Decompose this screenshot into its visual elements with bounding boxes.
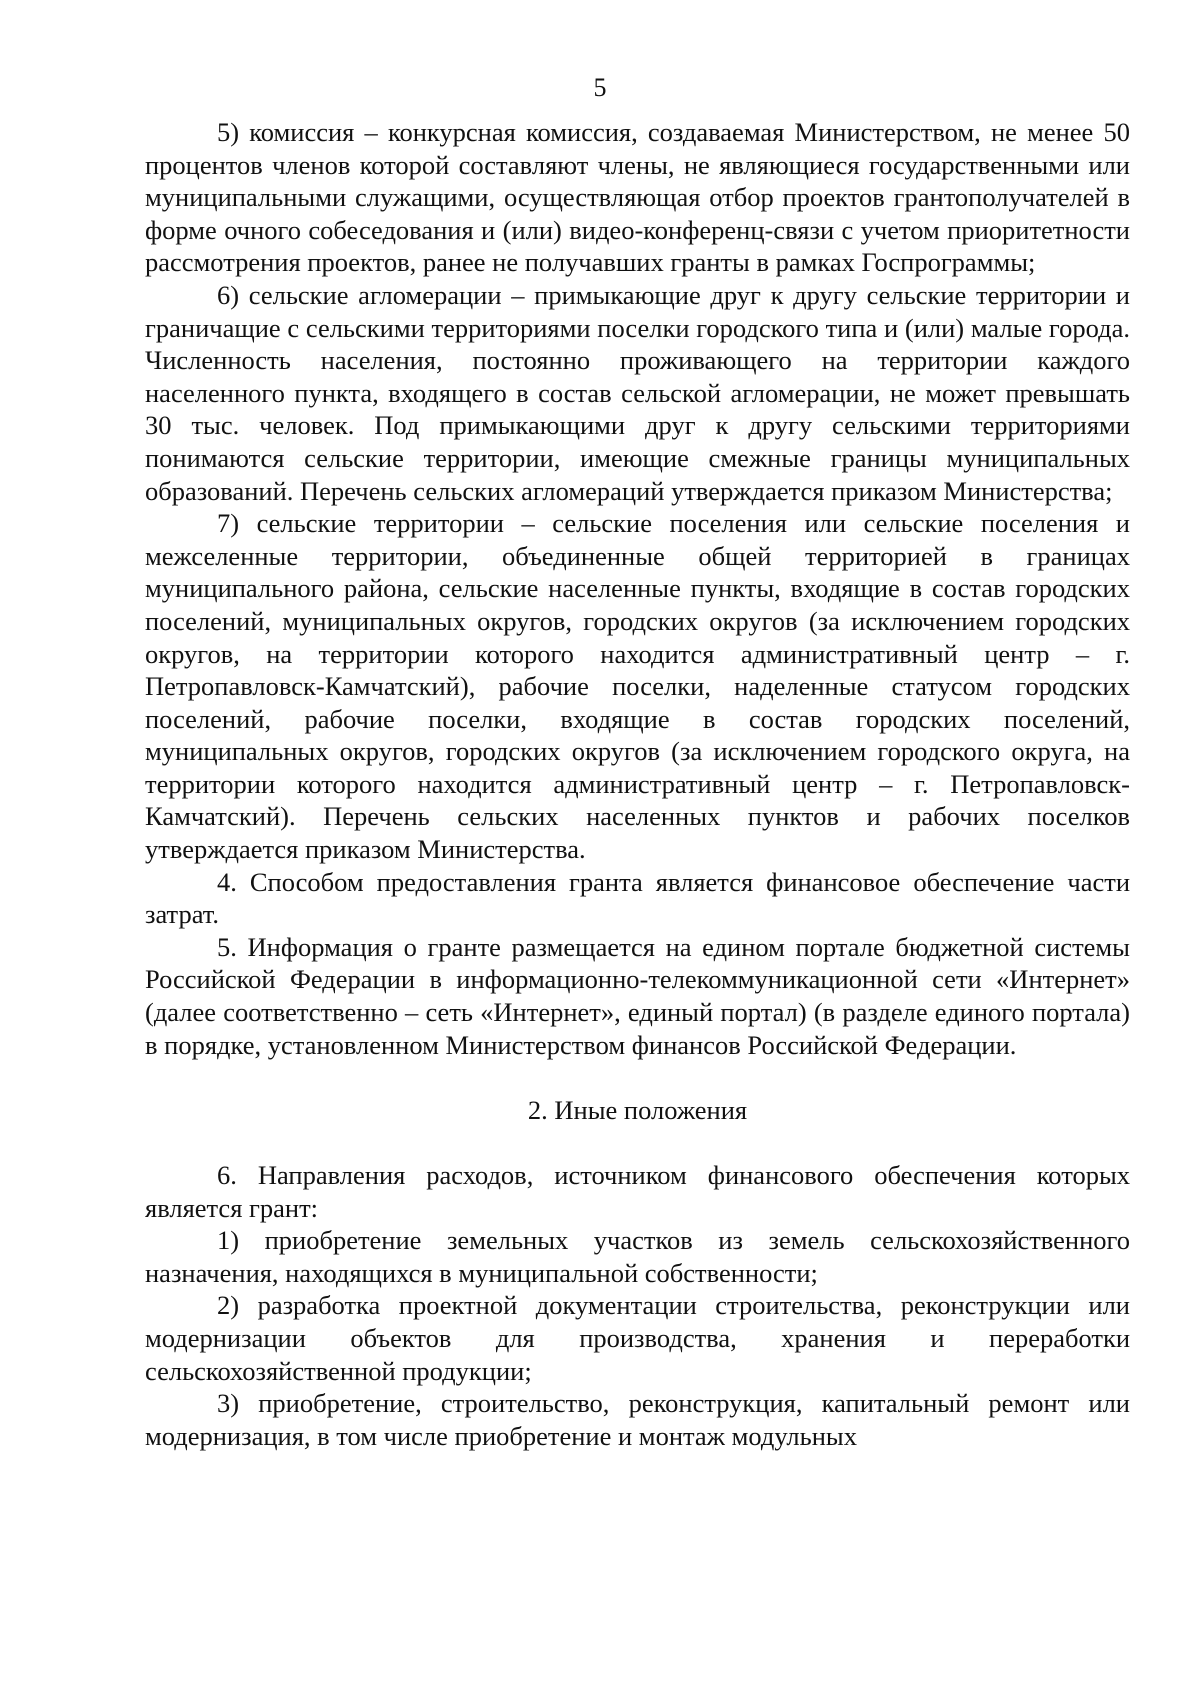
paragraph-grant-information: 5. Информация о гранте размещается на едином портале бюджетной системы Российской Федерации в информационно-телекоммуникационной сети «Интернет» (далее соответственно – сеть «Интернет», единый портал) (в разделе единого портала) в порядке, установленном Министерством финансов Российской Федерации. xyxy=(145,931,1130,1060)
paragraph-expense-item-2: 2) разработка проектной документации строительства, реконструкции или модернизации объектов для производства, хранения и переработки сельскохозяйственной продукции; xyxy=(145,1290,1130,1386)
paragraph-expense-directions: 6. Направления расходов, источником финансового обеспечения которых является грант: xyxy=(145,1160,1130,1223)
document-body xyxy=(145,116,1130,1452)
paragraph-expense-item-3: 3) приобретение, строительство, реконструкция, капитальный ремонт или модернизация, в том числе приобретение и монтаж модульных xyxy=(145,1388,1130,1451)
section-heading: 2. Иные положения xyxy=(527,1094,748,1125)
page-number: 5 xyxy=(593,73,607,102)
paragraph-expense-item-1: 1) приобретение земельных участков из земель сельскохозяйственного назначения, находящихся в муниципальной собственности; xyxy=(145,1225,1130,1288)
paragraph-grant-method: 4. Способом предоставления гранта является финансовое обеспечение части затрат. xyxy=(145,866,1130,930)
paragraph-commission-definition: 5) комиссия – конкурсная комиссия, создаваемая Министерством, не менее 50 процентов членов которой составляют члены, не являющиеся государственными или муниципальными служащими, осуществляющая отбор проектов грантополучателей в форме очного собеседования и (или) видео-конференц-связи с учетом приоритетности рассмотрения проектов, ранее не получавших гранты в рамках Госпрограммы; xyxy=(145,117,1130,278)
paragraph-rural-agglomerations-definition: 6) сельские агломерации – примыкающие друг к другу сельские территории и граничащие с сельскими территориями поселки городского типа и (или) малые города. Численность населения, постоянно проживающего на территории каждого населенного пункта, входящего в состав сельской агломерации, не может превышать 30 тыс. человек. Под примыкающими друг к другу сельскими территориями понимаются сельские территории, имеющие смежные границы муниципальных образований. Перечень сельских агломераций утверждается приказом Министерства; xyxy=(145,279,1130,506)
paragraph-rural-territories-definition: 7) сельские территории – сельские поселения или сельские поселения и межселенные территории, объединенные общей территорией в границах муниципального района, сельские населенные пункты, входящие в состав городских поселений, муниципальных округов, городских округов (за исключением городских округов, на территории которого находится административный центр – г. Петропавловск-Камчатский), рабочие поселки, наделенные статусом городских поселений, рабочие поселки, входящие в состав городских поселений, муниципальных округов, городских округов (за исключением городского округа, на территории которого находится административный центр – г. Петропавловск-Камчатский). Перечень сельских населенных пунктов и рабочих поселков утверждается приказом Министерства. xyxy=(145,508,1130,865)
